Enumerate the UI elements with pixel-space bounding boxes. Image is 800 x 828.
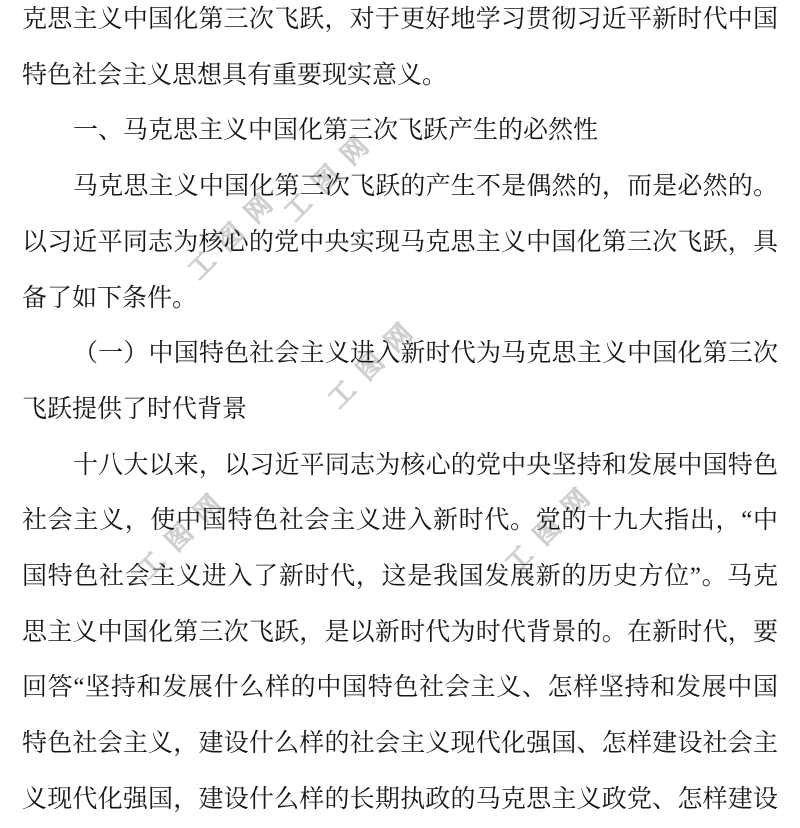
watermark-text: 工图网 [499,473,606,580]
text-line-8: 飞跃提供了时代背景 [22,395,248,423]
watermark-text: 工图网 [131,479,238,586]
text-line-2: 特色社会主义思想具有重要现实意义。 [22,61,448,89]
text-line-13: 回答“坚持和发展什么样的中国特色社会主义、怎样坚持和发展中国 [22,674,778,702]
watermark-text: 工图网 [278,121,385,228]
text-line-1: 克思主义中国化第三次飞跃，对于更好地学习贯彻习近平新时代中国 [22,6,778,33]
text-line-6: 备了如下条件。 [22,284,198,312]
text-line-9: 十八大以来，以习近平同志为核心的党中央坚持和发展中国特色 [73,451,778,479]
text-line-7: （一）中国特色社会主义进入新时代为马克思主义中国化第三次 [73,340,778,368]
text-line-4: 马克思主义中国化第三次飞跃的产生不是偶然的，而是必然的。 [73,173,778,201]
text-line-15: 义现代化强国，建设什么样的长期执政的马克思主义政党、怎样建设 [22,785,778,813]
text-line-3: 一、马克思主义中国化第三次飞跃产生的必然性 [73,117,599,145]
text-line-11: 国特色社会主义进入了新时代，这是我国发展新的历史方位”。马克 [22,563,778,591]
document-page [22,0,778,828]
watermark-text: 工图网 [182,179,289,286]
text-line-12: 思主义中国化第三次飞跃，是以新时代为时代背景的。在新时代，要 [22,618,778,646]
text-line-10: 社会主义，使中国特色社会主义进入新时代。党的十九大指出，“中 [22,507,778,535]
watermark-text: 工图网 [322,308,429,415]
text-line-14: 特色社会主义，建设什么样的社会主义现代化强国、怎样建设社会主 [22,730,778,758]
text-line-5: 以习近平同志为核心的党中央实现马克思主义中国化第三次飞跃，具 [22,228,778,256]
